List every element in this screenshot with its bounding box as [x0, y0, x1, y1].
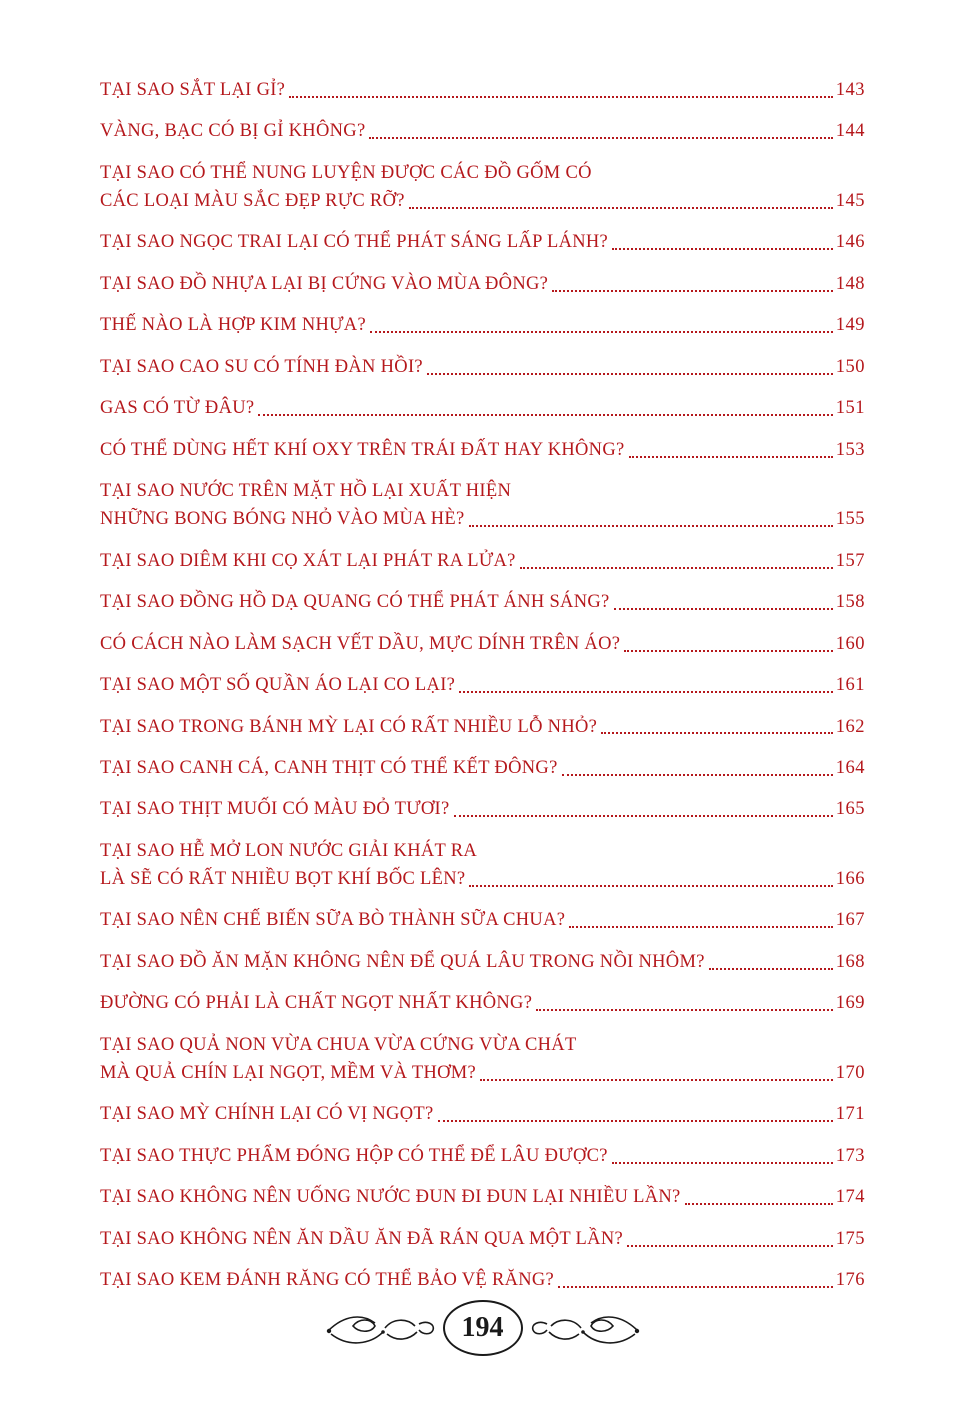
toc-entry[interactable] — [100, 230, 865, 255]
toc-entry[interactable] — [100, 756, 865, 781]
toc-entry-title: ĐƯỜNG CÓ PHẢI LÀ CHẤT NGỌT NHẤT KHÔNG? — [100, 993, 533, 1014]
toc-entry[interactable] — [100, 715, 865, 740]
toc-leader-dots — [629, 455, 833, 458]
toc-entry-title-line2: CÁC LOẠI MÀU SẮC ĐẸP RỰC RỠ? — [100, 190, 405, 211]
toc-entry-title: TẠI SAO SẮT LẠI GỈ? — [100, 80, 286, 100]
toc-leader-dots — [685, 1202, 833, 1205]
toc-entry-page: 167 — [835, 910, 865, 931]
toc-entry[interactable] — [100, 1185, 865, 1210]
toc-entry-page: 171 — [835, 1104, 865, 1125]
toc-entry-title: TẠI SAO NGỌC TRAI LẠI CÓ THỂ PHÁT SÁNG LẤP LÁNH? — [100, 232, 609, 253]
toc-entry-page: 144 — [835, 121, 865, 142]
toc-leader-dots — [258, 413, 832, 416]
table-of-contents — [100, 78, 865, 1310]
toc-leader-dots — [614, 607, 833, 610]
toc-entry-title: CÓ THỂ DÙNG HẾT KHÍ OXY TRÊN TRÁI ĐẤT HAY KHÔNG? — [100, 439, 625, 460]
toc-entry[interactable] — [100, 908, 865, 933]
toc-entry-title-line2: MÀ QUẢ CHÍN LẠI NGỌT, MỀM VÀ THƠM? — [100, 1062, 477, 1083]
toc-entry[interactable] — [100, 1033, 865, 1086]
toc-entry-page: 146 — [835, 232, 865, 253]
toc-entry-page: 170 — [835, 1062, 865, 1083]
toc-entry-page: 166 — [835, 868, 865, 889]
toc-entry-page: 168 — [835, 951, 865, 972]
toc-entry-page: 164 — [835, 757, 865, 778]
toc-entry-page: 161 — [835, 675, 865, 696]
toc-entry[interactable] — [100, 991, 865, 1016]
toc-entry-title: TẠI SAO NÊN CHẾ BIẾN SỮA BÒ THÀNH SỮA CHUA? — [100, 910, 566, 931]
toc-entry-title-line2: NHỮNG BONG BÓNG NHỎ VÀO MÙA HÈ? — [100, 509, 465, 530]
toc-entry-title-line1: TẠI SAO HỄ MỞ LON NƯỚC GIẢI KHÁT RA — [100, 840, 478, 861]
toc-leader-dots — [438, 1119, 833, 1122]
toc-entry-title: THẾ NÀO LÀ HỢP KIM NHỰA? — [100, 315, 366, 336]
toc-entry-title-line1: TẠI SAO QUẢ NON VỪA CHUA VỪA CỨNG VỪA CHÁT — [100, 1034, 577, 1055]
toc-leader-dots — [709, 967, 833, 970]
toc-entry-page: 145 — [835, 190, 865, 211]
toc-entry-page: 160 — [835, 633, 865, 654]
toc-entry-title: TẠI SAO ĐỒ NHỰA LẠI BỊ CỨNG VÀO MÙA ĐÔNG? — [100, 273, 549, 294]
toc-leader-dots — [552, 289, 833, 292]
toc-leader-dots — [562, 773, 833, 776]
toc-entry-page: 174 — [835, 1187, 865, 1208]
toc-leader-dots — [427, 372, 833, 375]
toc-leader-dots — [409, 206, 833, 209]
toc-leader-dots — [480, 1078, 833, 1081]
toc-entry-page: 149 — [835, 315, 865, 336]
toc-entry[interactable] — [100, 78, 865, 103]
toc-entry-page: 165 — [835, 799, 865, 820]
toc-entry[interactable] — [100, 632, 865, 657]
toc-entry[interactable] — [100, 950, 865, 975]
toc-leader-dots — [369, 136, 832, 139]
toc-entry-page: 162 — [835, 716, 865, 737]
toc-leader-dots — [469, 884, 832, 887]
toc-entry[interactable] — [100, 479, 865, 532]
toc-entry-page: 155 — [835, 509, 865, 530]
toc-entry-page: 151 — [835, 398, 865, 419]
toc-entry-title-line2: LÀ SẼ CÓ RẤT NHIỀU BỌT KHÍ BỐC LÊN? — [100, 868, 466, 889]
toc-leader-dots — [520, 566, 833, 569]
toc-entry[interactable] — [100, 1102, 865, 1127]
toc-entry-page: 157 — [835, 550, 865, 571]
toc-entry[interactable] — [100, 313, 865, 338]
toc-entry[interactable] — [100, 119, 865, 144]
toc-entry-title: GAS CÓ TỪ ĐÂU? — [100, 398, 255, 419]
toc-leader-dots — [536, 1008, 833, 1011]
toc-entry-title: TẠI SAO CANH CÁ, CANH THỊT CÓ THỂ KẾT ĐÔNG? — [100, 757, 558, 778]
toc-leader-dots — [370, 330, 833, 333]
toc-leader-dots — [569, 925, 833, 928]
toc-entry-page: 175 — [835, 1228, 865, 1249]
toc-leader-dots — [612, 247, 833, 250]
toc-leader-dots — [624, 649, 832, 652]
toc-entry-page: 176 — [835, 1270, 865, 1291]
toc-entry-title: TẠI SAO ĐỒNG HỒ DẠ QUANG CÓ THỂ PHÁT ÁNH SÁNG? — [100, 592, 610, 613]
toc-entry[interactable] — [100, 1144, 865, 1169]
toc-entry-title: TẠI SAO MỲ CHÍNH LẠI CÓ VỊ NGỌT? — [100, 1104, 434, 1125]
ornament-flourish-left — [323, 1304, 453, 1352]
toc-leader-dots — [601, 731, 833, 734]
toc-leader-dots — [289, 95, 833, 98]
toc-entry-page: 143 — [835, 80, 865, 100]
ornament-flourish-right — [513, 1304, 643, 1352]
toc-entry-page: 173 — [835, 1145, 865, 1166]
toc-entry[interactable] — [100, 839, 865, 892]
toc-entry[interactable] — [100, 396, 865, 421]
toc-leader-dots — [612, 1161, 833, 1164]
toc-entry-title-line1: TẠI SAO CÓ THỂ NUNG LUYỆN ĐƯỢC CÁC ĐỒ GỐM CÓ — [100, 162, 592, 183]
toc-entry-title: TẠI SAO THỰC PHẨM ĐÓNG HỘP CÓ THỂ ĐỂ LÂU ĐƯỢC? — [100, 1145, 608, 1166]
toc-entry-title: TẠI SAO ĐỒ ĂN MẶN KHÔNG NÊN ĐỂ QUÁ LÂU TRONG NỒI NHÔM? — [100, 951, 705, 972]
toc-entry-title: TẠI SAO THỊT MUỐI CÓ MÀU ĐỎ TƯƠI? — [100, 799, 450, 820]
toc-entry-page: 169 — [835, 993, 865, 1014]
toc-entry-page: 150 — [835, 356, 865, 377]
toc-entry-title: CÓ CÁCH NÀO LÀM SẠCH VẾT DẦU, MỰC DÍNH TRÊN ÁO? — [100, 633, 621, 654]
toc-entry-title: TẠI SAO DIÊM KHI CỌ XÁT LẠI PHÁT RA LỬA? — [100, 550, 516, 571]
toc-leader-dots — [558, 1285, 833, 1288]
toc-entry-title: TẠI SAO MỘT SỐ QUẦN ÁO LẠI CO LẠI? — [100, 675, 456, 696]
toc-leader-dots — [459, 690, 833, 693]
toc-entry-title: TẠI SAO KEM ĐÁNH RĂNG CÓ THỂ BẢO VỆ RĂNG? — [100, 1270, 555, 1291]
toc-leader-dots — [627, 1244, 833, 1247]
toc-leader-dots — [454, 814, 833, 817]
toc-entry[interactable] — [100, 549, 865, 574]
toc-entry[interactable] — [100, 355, 865, 380]
toc-entry[interactable] — [100, 438, 865, 463]
toc-entry[interactable] — [100, 1227, 865, 1252]
page-footer — [0, 1300, 965, 1356]
toc-entry[interactable] — [100, 272, 865, 297]
toc-entry-title: TẠI SAO CAO SU CÓ TÍNH ĐÀN HỒI? — [100, 356, 423, 377]
toc-entry-title: TẠI SAO KHÔNG NÊN ĂN DẦU ĂN ĐÃ RÁN QUA MỘT LẦN? — [100, 1228, 623, 1249]
toc-entry[interactable] — [100, 1268, 865, 1293]
toc-entry-title-line1: TẠI SAO NƯỚC TRÊN MẶT HỒ LẠI XUẤT HIỆN — [100, 481, 512, 502]
toc-entry[interactable] — [100, 673, 865, 698]
toc-entry-title: TẠI SAO TRONG BÁNH MỲ LẠI CÓ RẤT NHIỀU LỖ NHỎ? — [100, 716, 598, 737]
toc-entry-title: TẠI SAO KHÔNG NÊN UỐNG NƯỚC ĐUN ĐI ĐUN LẠI NHIỀU LẦN? — [100, 1187, 681, 1208]
toc-entry[interactable] — [100, 161, 865, 214]
toc-entry[interactable] — [100, 590, 865, 615]
page-number: 194 — [443, 1300, 523, 1356]
toc-entry[interactable] — [100, 797, 865, 822]
toc-entry-title: VÀNG, BẠC CÓ BỊ GỈ KHÔNG? — [100, 121, 366, 142]
toc-leader-dots — [469, 524, 833, 527]
toc-entry-page: 153 — [835, 439, 865, 460]
toc-entry-page: 148 — [835, 273, 865, 294]
toc-entry-page: 158 — [835, 592, 865, 613]
